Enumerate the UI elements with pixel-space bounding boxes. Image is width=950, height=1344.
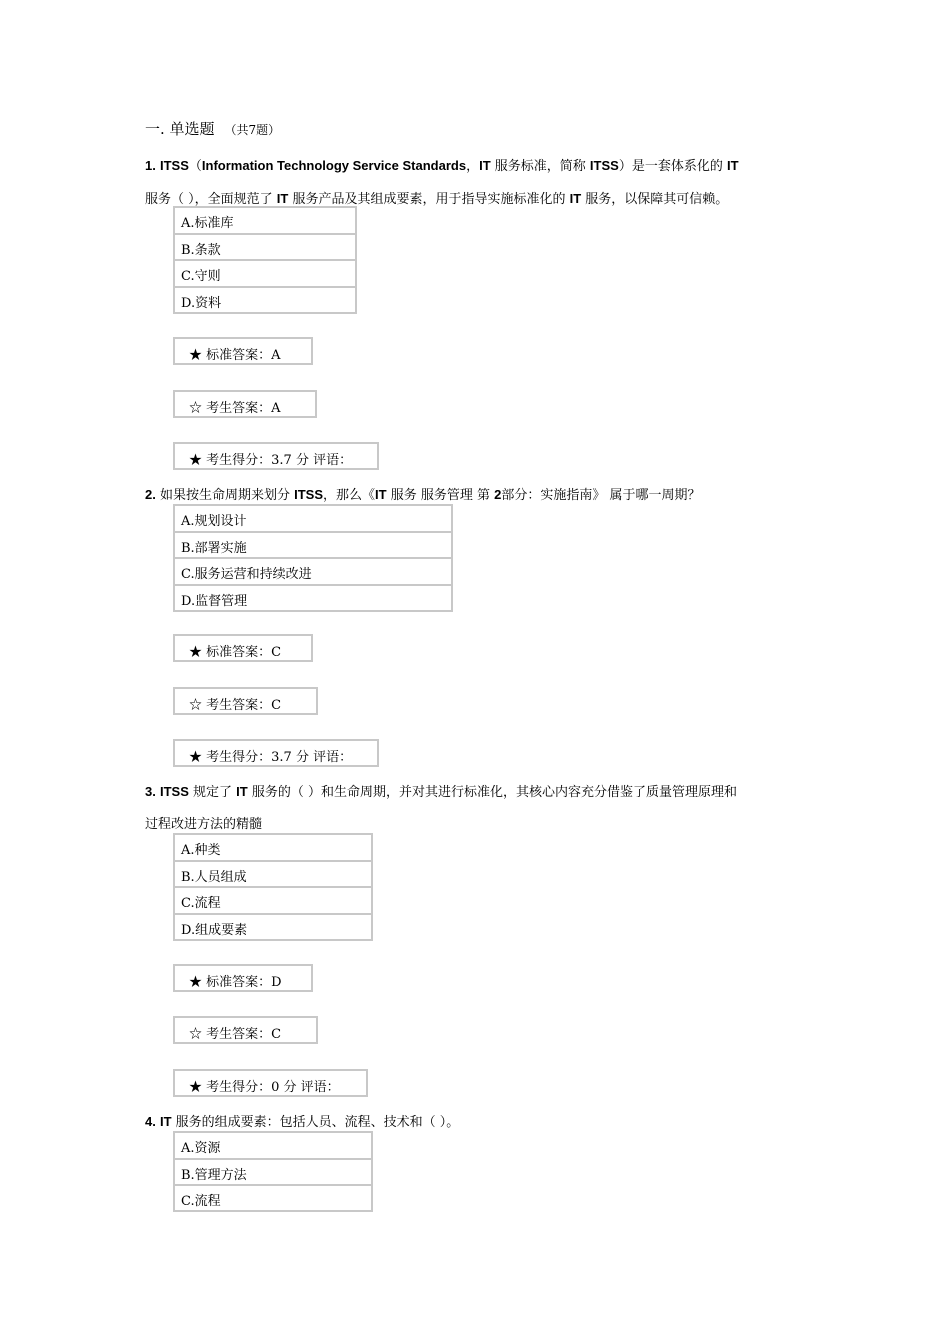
q-text-part: 服务标准，简称	[490, 159, 590, 174]
q-text-part: 服务（ ），全面规范了	[145, 192, 277, 207]
option-c[interactable]: C.流程	[173, 1184, 373, 1212]
q-text-part: 服务的组成要素：包括人员、流程、技术和（ ）。	[171, 1115, 460, 1130]
question-number: 4.	[145, 1114, 156, 1129]
question-number: 2.	[145, 487, 156, 502]
q-text-part: IT	[276, 191, 289, 206]
section-question-count: （共7题）	[224, 123, 281, 137]
q-text-part: ）是一套体系化的	[618, 159, 727, 174]
option-a[interactable]: A.规划设计	[173, 504, 453, 531]
student-answer: ☆ 考生答案：C	[173, 687, 318, 715]
q-text-part: 服务 服务管理 第	[386, 488, 495, 503]
q-text-part: IT	[375, 487, 387, 502]
q-text-part: ITSS	[589, 158, 619, 173]
option-b[interactable]: B.管理方法	[173, 1158, 373, 1185]
student-score: ★ 考生得分：3.7 分 评语：	[173, 739, 379, 767]
option-b[interactable]: B.人员组成	[173, 860, 373, 887]
section-title-text: 一. 单选题	[145, 120, 215, 138]
q-text-part: IT	[236, 784, 248, 799]
q-text-part: 服务的（ ）和生命周期，并对其进行标准化，其核心内容充分借鉴了质量管理原理和	[247, 785, 737, 800]
option-d[interactable]: D.监督管理	[173, 584, 453, 612]
standard-answer: ★ 标准答案：A	[173, 337, 313, 365]
q-text-part: Information Technology Service Standards	[201, 158, 467, 173]
option-a[interactable]: A.资源	[173, 1131, 373, 1158]
option-c[interactable]: C.服务运营和持续改进	[173, 557, 453, 584]
student-score: ★ 考生得分：0 分 评语：	[173, 1069, 368, 1097]
q-text-part: ，	[466, 159, 480, 174]
q-text-part: IT	[726, 158, 739, 173]
option-c[interactable]: C.流程	[173, 886, 373, 913]
question-number: 3.	[145, 784, 156, 799]
question-3-text	[145, 776, 825, 841]
q-text-part: IT	[569, 191, 582, 206]
q-text-part: ITSS	[294, 487, 324, 502]
student-score: ★ 考生得分：3.7 分 评语：	[173, 442, 379, 470]
q-text-part: 部分：实施指南》 属于哪一周期？	[501, 488, 701, 503]
option-d[interactable]: D.资料	[173, 286, 357, 314]
question-number: 1.	[145, 158, 156, 173]
q-text-part: 如果按生命周期来划分	[155, 488, 295, 503]
q-text-part: ITSS	[159, 158, 189, 173]
option-a[interactable]: A.标准库	[173, 206, 357, 233]
question-4-options	[173, 1131, 373, 1212]
section-title	[145, 118, 280, 139]
question-2-options	[173, 504, 453, 612]
question-3-options	[173, 833, 373, 941]
option-d[interactable]: D.组成要素	[173, 913, 373, 941]
standard-answer: ★ 标准答案：D	[173, 964, 313, 992]
q-text-part: IT	[479, 158, 491, 173]
q-text-part: IT	[159, 1114, 172, 1129]
student-answer: ☆ 考生答案：C	[173, 1016, 318, 1044]
q-text-part: ITSS	[159, 784, 189, 799]
q-text-part: 2	[494, 487, 502, 502]
option-c[interactable]: C.守则	[173, 259, 357, 286]
q-text-part: （	[188, 159, 202, 174]
q-text-part: 服务产品及其组成要素，用于指导实施标准化的	[288, 192, 570, 207]
option-b[interactable]: B.条款	[173, 233, 357, 260]
q-text-part: ，那么《	[323, 488, 376, 503]
standard-answer: ★ 标准答案：C	[173, 634, 313, 662]
question-1-options	[173, 206, 357, 314]
option-a[interactable]: A.种类	[173, 833, 373, 860]
q-text-part: 服务，以保障其可信赖。	[581, 192, 729, 207]
student-answer: ☆ 考生答案：A	[173, 390, 317, 418]
option-b[interactable]: B.部署实施	[173, 531, 453, 558]
q-text-part: 过程改进方法的精髓	[145, 817, 263, 832]
q-text-part: 规定了	[188, 785, 237, 800]
